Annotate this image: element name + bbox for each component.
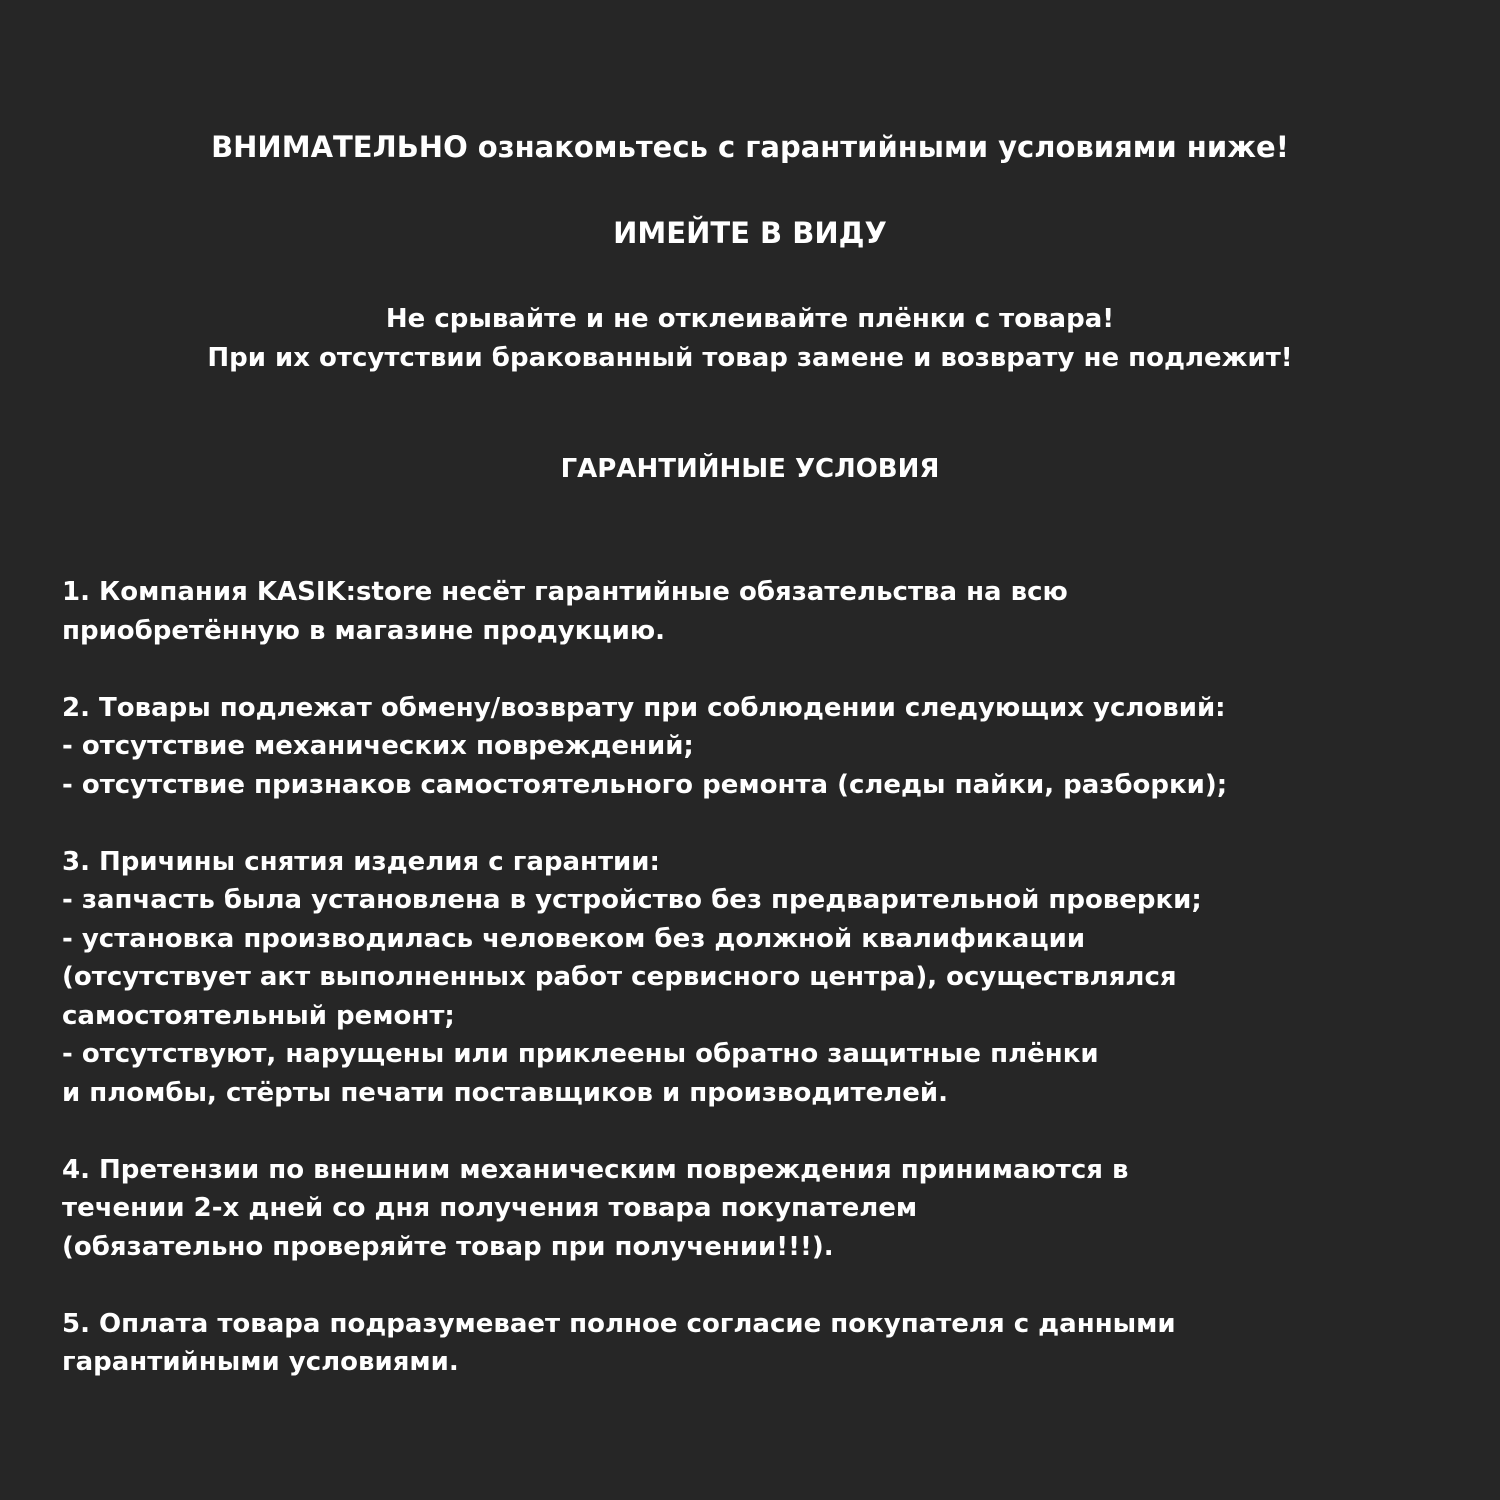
term-line: гарантийными условиями. bbox=[62, 1347, 459, 1377]
term-item-4 bbox=[62, 1151, 1482, 1267]
term-line: (отсутствует акт выполненных работ сервисного центра), осуществлялся bbox=[62, 962, 1177, 992]
film-warning-line: При их отсутствии бракованный товар замене и возврату не подлежит! bbox=[207, 342, 1293, 373]
term-line: - запчасть была установлена в устройство без предварительной проверки; bbox=[62, 885, 1202, 915]
warranty-terms-list bbox=[62, 573, 1482, 1382]
term-item-1 bbox=[62, 573, 1482, 650]
film-warning-block bbox=[0, 300, 1500, 377]
term-line: 5. Оплата товара подразумевает полное согласие покупателя с данными bbox=[62, 1308, 1176, 1339]
term-line: - отсутствие признаков самостоятельного ремонта (следы пайки, разборки); bbox=[62, 769, 1228, 800]
term-line: течении 2-х дней со дня получения товара покупателем bbox=[62, 1193, 918, 1223]
term-line: 3. Причины снятия изделия с гарантии: bbox=[62, 846, 660, 877]
term-line: - отсутствуют, нарущены или приклеены обратно защитные плёнки bbox=[62, 1039, 1099, 1069]
term-item-2 bbox=[62, 689, 1482, 805]
film-warning-line: Не срывайте и не отклеивайте плёнки с товара! bbox=[385, 304, 1115, 334]
term-line: (обязательно проверяйте товар при получении!!!). bbox=[62, 1231, 834, 1262]
term-line: - установка производилась человеком без должной квалификации bbox=[62, 923, 1086, 954]
term-line: 4. Претензии по внешним механическим повреждения принимаются в bbox=[62, 1154, 1129, 1185]
term-item-3 bbox=[62, 843, 1482, 1113]
term-line: 2. Товары подлежат обмену/возврату при соблюдении следующих условий: bbox=[62, 692, 1226, 723]
term-line: приобретённую в магазине продукцию. bbox=[62, 615, 666, 646]
term-line: 1. Компания KASIK:store несёт гарантийные обязательства на всю bbox=[62, 577, 1068, 607]
term-item-5 bbox=[62, 1305, 1482, 1382]
attention-heading: ВНИМАТЕЛЬНО ознакомьтесь с гарантийными условиями ниже! bbox=[211, 130, 1289, 164]
warranty-conditions-title: ГАРАНТИЙНЫЕ УСЛОВИЯ bbox=[560, 454, 940, 484]
keep-in-mind-heading: ИМЕЙТЕ В ВИДУ bbox=[613, 216, 887, 250]
term-line: самостоятельный ремонт; bbox=[62, 1000, 455, 1031]
term-line: и пломбы, стёрты печати поставщиков и производителей. bbox=[62, 1077, 948, 1108]
term-line: - отсутствие механических повреждений; bbox=[62, 731, 694, 761]
